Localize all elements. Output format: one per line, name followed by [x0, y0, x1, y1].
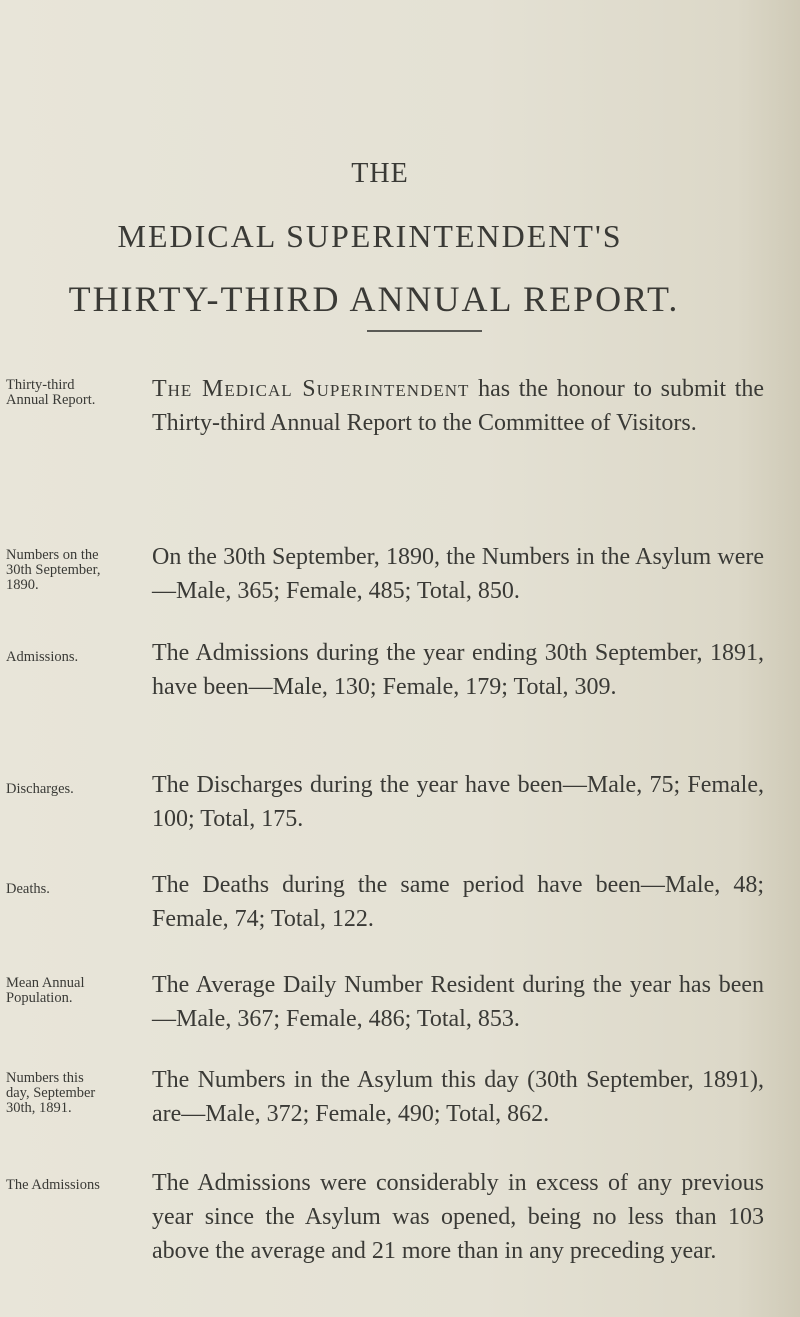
side-note-line: Discharges. [6, 781, 74, 797]
side-note [6, 548, 146, 593]
side-note-line: day, September [6, 1085, 96, 1101]
side-note-line: Mean Annual [6, 975, 85, 991]
side-note [6, 976, 146, 1006]
paragraph: The Average Daily Number Resident during the year has been—Male, 367; Female, 486; Total, 853. [152, 972, 764, 1032]
paragraph-lead: The Medical Superintendent [152, 376, 470, 402]
side-note-line: Admissions. [6, 649, 79, 665]
side-note-line: 30th, 1891. [6, 1100, 72, 1116]
report-title-line2: THIRTY-THIRD ANNUAL REPORT. [68, 279, 680, 319]
side-note-line: 30th September, [6, 562, 101, 578]
paragraph-text: has the honour to submit the Thirty-third Annual Report to the Committee of Visitors. [152, 376, 765, 436]
side-note-line: Annual Report. [6, 392, 96, 408]
side-note [6, 1071, 146, 1116]
side-note-line: The Admissions [6, 1177, 100, 1193]
paragraph: The Discharges during the year have been—Male, 75; Female, 100; Total, 175. [152, 772, 764, 832]
paragraph: The Admissions were considerably in excess of any previous year since the Asylum was opened, being no less than 103 above the average and 21 more than in any preceding year. [152, 1170, 764, 1264]
side-note-line: Numbers this [6, 1070, 84, 1086]
side-note [6, 882, 146, 897]
report-title-line1: MEDICAL SUPERINTENDENT'S [117, 218, 623, 254]
paragraph: The Deaths during the same period have been—Male, 48; Female, 74; Total, 122. [152, 872, 764, 932]
side-note [6, 782, 146, 797]
paragraph: On the 30th September, 1890, the Numbers in the Asylum were—Male, 365; Female, 485; Total, 850. [152, 544, 764, 604]
side-note-line: Thirty-third [6, 377, 75, 393]
header-the: THE [351, 158, 409, 189]
paragraph [152, 372, 764, 440]
side-note [6, 378, 146, 408]
side-note-line: Population. [6, 990, 73, 1006]
side-note [6, 650, 146, 665]
paragraph: The Numbers in the Asylum this day (30th September, 1891), are—Male, 372; Female, 490; Total, 862. [152, 1067, 764, 1127]
side-note-line: Deaths. [6, 881, 50, 897]
side-note-line: 1890. [6, 577, 39, 593]
paragraph: The Admissions during the year ending 30th September, 1891, have been—Male, 130; Female, 179; Total, 309. [152, 640, 764, 700]
side-note-line: Numbers on the [6, 547, 99, 563]
title-divider [367, 330, 482, 332]
side-note [6, 1178, 146, 1193]
